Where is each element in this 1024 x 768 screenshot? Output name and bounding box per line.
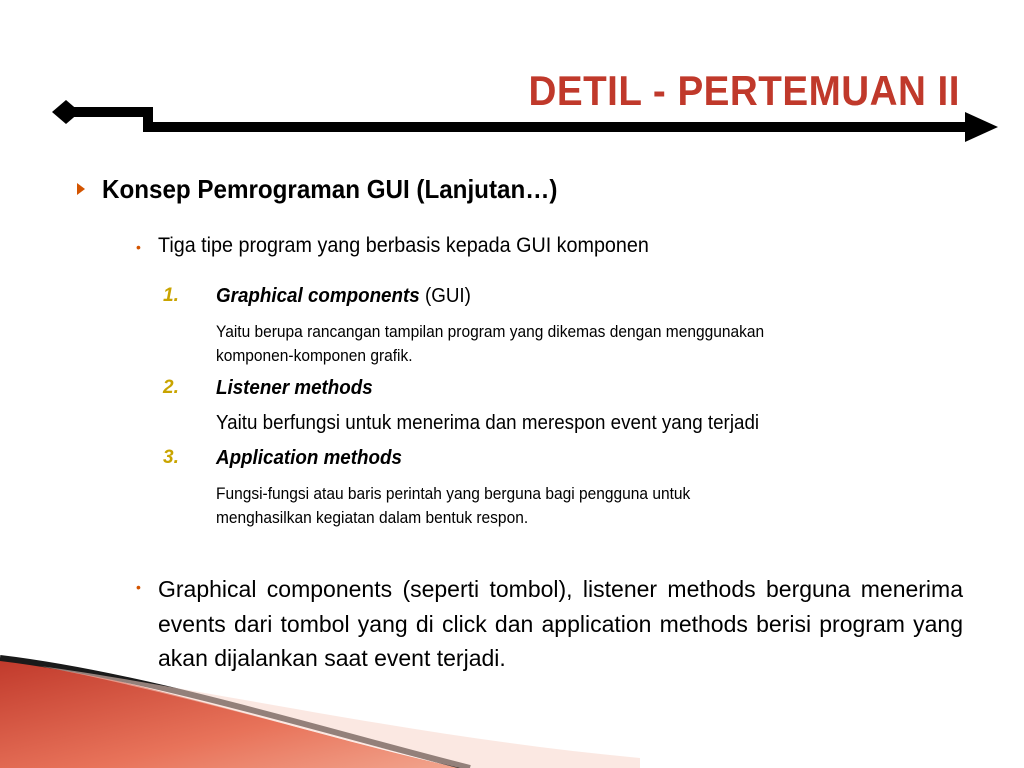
dot-bullet-icon: • <box>136 239 141 255</box>
item-title-rest: (GUI) <box>419 285 471 307</box>
item-description <box>216 482 893 530</box>
slide-heading: Konsep Pemrograman GUI (Lanjutan…) <box>102 174 558 204</box>
item-description <box>216 320 893 368</box>
item-number: 1. <box>163 285 179 306</box>
item-description-line: Yaitu berupa rancangan tampilan program yang dikemas dengan menggunakan <box>216 323 765 341</box>
item-title-emphasis: Listener methods <box>216 377 373 399</box>
item-description-line: menghasilkan kegiatan dalam bentuk respon. <box>216 509 529 527</box>
item-description-line: komponen-komponen grafik. <box>216 347 413 365</box>
intro-text: Tiga tipe program yang berbasis kepada GUI komponen <box>158 234 649 257</box>
item-title <box>216 284 471 308</box>
triangle-right-icon <box>76 182 86 196</box>
summary-paragraph: Graphical components (seperti tombol), listener methods berguna menerima events dari tombol yang di click dan application methods berisi program yang akan dijalankan saat event terjadi. <box>158 576 963 671</box>
item-title <box>216 446 402 470</box>
item-title <box>216 376 373 400</box>
item-number: 2. <box>163 377 179 398</box>
item-title-emphasis: Application methods <box>216 447 402 469</box>
item-title-emphasis: Graphical components <box>216 285 420 307</box>
item-description-line: Yaitu berfungsi untuk menerima dan merespon event yang terjadi <box>216 412 760 434</box>
item-description-line: Fungsi-fungsi atau baris perintah yang berguna bagi pengguna untuk <box>216 485 691 503</box>
title-rule <box>0 90 1024 150</box>
slide-title: DETIL - PERTEMUAN II <box>528 67 960 114</box>
dot-bullet-icon: • <box>136 579 141 595</box>
item-number: 3. <box>163 447 179 468</box>
